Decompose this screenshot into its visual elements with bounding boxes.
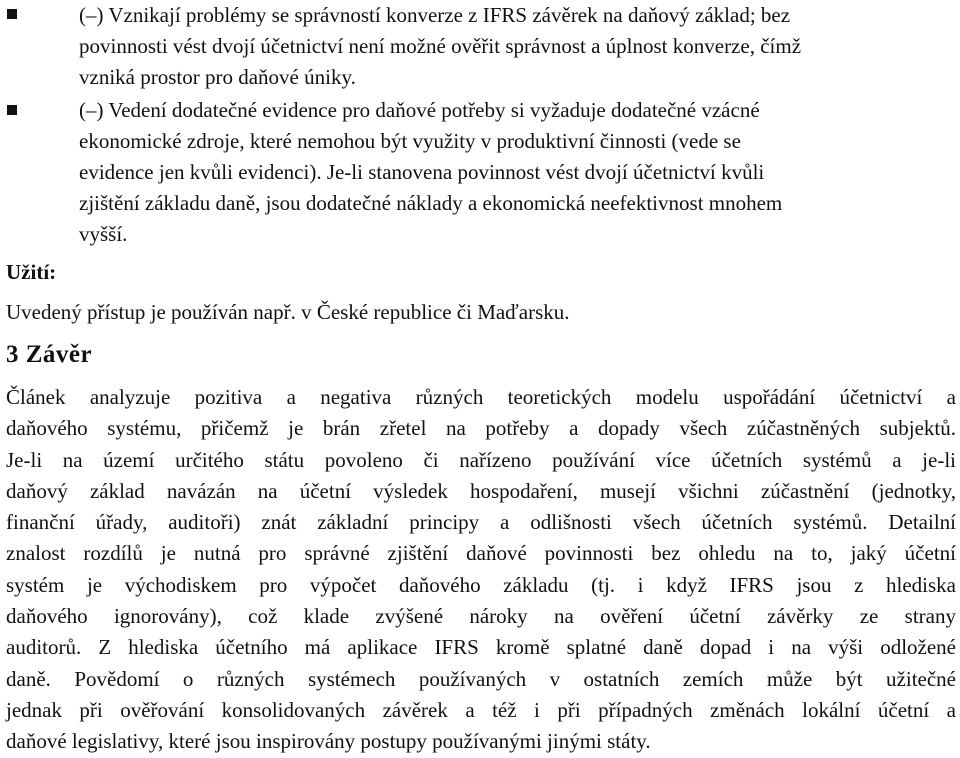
usage-heading: Užití: — [6, 260, 57, 284]
square-bullet-icon — [7, 105, 17, 115]
conclusion-paragraph — [6, 382, 956, 758]
text-line: (–) Vedení dodatečné evidence pro daňové potřeby si vyžaduje dodatečné vzácné — [79, 98, 760, 122]
text-line: evidence jen kvůli evidenci). Je-li stanovena povinnost vést dvojí účetnictví kvůli — [79, 160, 765, 184]
text-line: daňového systému, přičemž je brán zřetel na potřeby a dopady všech zúčastněných subjektů. — [6, 416, 956, 441]
text-line: Článek analyzuje pozitiva a negativa různých teoretických modelu uspořádání účetnictví a — [6, 385, 956, 409]
text-line: daňový základ navázán na účetní výsledek hospodaření, musejí všichni zúčastnění (jednotky, — [6, 478, 956, 503]
square-bullet-icon — [7, 9, 17, 19]
text-line: vzniká prostor pro daňové úniky. — [79, 65, 356, 89]
section-heading: 3 Závěr — [6, 341, 93, 368]
text-line: finanční úřady, auditoři) znát základní principy a odlišnosti všech účetních systémů. Detailní — [6, 510, 956, 535]
text-line: ekonomické zdroje, které nemohou být využity v produktivní činnosti (vede se — [79, 129, 741, 153]
text-line: daně. Povědomí o různých systémech používaných v ostatních zemích může být užitečné — [6, 666, 956, 691]
text-line: auditorů. Z hlediska účetního má aplikace IFRS kromě splatné daně dopad i na výši odložené — [6, 635, 956, 660]
usage-text: Uvedený přístup je používán např. v České republice či Maďarsku. — [6, 300, 570, 324]
bullet-text — [79, 95, 957, 250]
text-line: systém je východiskem pro výpočet daňového základu (tj. i když IFRS jsou z hlediska — [6, 572, 956, 597]
bullet-text — [79, 0, 957, 93]
text-line: znalost rozdílů je nutná pro správné zjištění daňové povinnosti bez ohledu na to, jaký účetní — [6, 541, 956, 566]
text-line: povinnosti vést dvojí účetnictví není možné ověřit správnost a úplnost konverze, čímž — [79, 34, 802, 58]
text-line: jednak při ověřování konsolidovaných závěrek a též i při případných změnách lokální účetní a — [6, 697, 956, 722]
text-line: daňového ignorovány), což klade zvýšené nároky na ověření účetní závěrky ze strany — [6, 604, 956, 629]
text-line: Je-li na území určitého státu povoleno či nařízeno používání více účetních systémů a je-li — [6, 447, 956, 472]
text-line: (–) Vznikají problémy se správností konverze z IFRS závěrek na daňový základ; bez — [79, 3, 791, 27]
text-line: vyšší. — [79, 222, 128, 246]
text-line: daňové legislativy, které jsou inspirovány postupy používanými jinými státy. — [6, 729, 651, 754]
text-line: zjištění základu daně, jsou dodatečné náklady a ekonomická neefektivnost mnohem — [79, 191, 783, 215]
